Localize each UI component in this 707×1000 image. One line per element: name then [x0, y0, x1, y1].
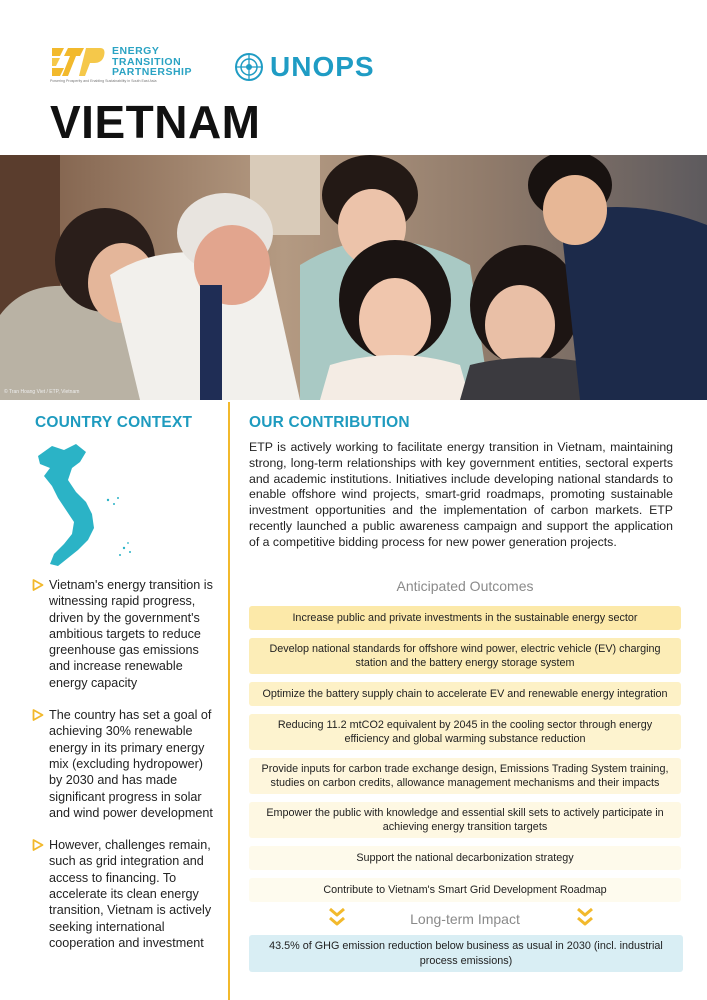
workshop-photo-image [0, 155, 707, 400]
etp-tagline: Powering Prosperity and Enabling Sustainability in South East Asia [50, 79, 157, 83]
outcome-item: Provide inputs for carbon trade exchange design, Emissions Trading System training, studies on carbon credits, allowance management mechanisms and their impacts [249, 758, 681, 794]
chevron-down-icon [576, 907, 594, 929]
list-item [32, 837, 217, 951]
bullet-text: Vietnam's energy transition is witnessing rapid progress, driven by the government's ambitious targets to reduce greenhouse gas emissions and increase renewable energy capacity [49, 578, 213, 690]
vietnam-map-icon [28, 440, 148, 575]
triangle-bullet-icon [32, 579, 44, 591]
outcome-item: Empower the public with knowledge and essential skill sets to actively participate in achieving energy transition targets [249, 802, 681, 838]
triangle-bullet-icon [32, 839, 44, 851]
country-context-list [32, 577, 217, 967]
etp-wordmark [112, 46, 192, 78]
unops-wordmark: UNOPS [270, 51, 375, 82]
long-term-impact-box: 43.5% of GHG emission reduction below business as usual in 2030 (incl. industrial process emissions) [249, 935, 683, 972]
outcome-item: Develop national standards for offshore wind power, electric vehicle (EV) charging station and the battery energy storage system [249, 638, 681, 674]
outcome-item: Reducing 11.2 mtCO2 equivalent by 2045 in the cooling sector through energy efficiency and global warming substance reduction [249, 714, 681, 750]
triangle-bullet-icon [32, 709, 44, 721]
list-item [32, 707, 217, 821]
list-item [32, 577, 217, 691]
etp-word-3: PARTNERSHIP [112, 66, 192, 79]
page-title: VIETNAM [50, 96, 261, 148]
etp-word-2: TRANSITION [112, 55, 182, 68]
outcome-item: Increase public and private investments in the sustainable energy sector [249, 606, 681, 630]
etp-word-1: ENERGY [112, 45, 160, 58]
our-contribution-heading: OUR CONTRIBUTION [249, 414, 410, 431]
contribution-intro: ETP is actively working to facilitate energy transition in Vietnam, maintaining strong, long-term relationships with key government entities, sectoral experts and academic institutions. Initiatives include developing national standards to enable offshore wind projects, smart-grid roadmaps, promoting sustainable investment opportunities and the implementation of carbon markets. ETP recently launched a public awareness campaign and support the application of a competitive bidding process for new power generation projects. [249, 440, 673, 549]
outcome-item: Contribute to Vietnam's Smart Grid Development Roadmap [249, 878, 681, 902]
etp-logo-icon [50, 44, 106, 80]
outcome-item: Optimize the battery supply chain to accelerate EV and renewable energy integration [249, 682, 681, 706]
photo-credit: © Tran Hoang Viet / ETP, Vietnam [4, 389, 80, 395]
anticipated-outcomes-heading: Anticipated Outcomes [396, 578, 534, 594]
unops-logo [234, 52, 375, 82]
country-context-heading: COUNTRY CONTEXT [35, 414, 193, 431]
outcome-item: Support the national decarbonization strategy [249, 846, 681, 870]
bullet-text: The country has set a goal of achieving 30% renewable energy in its primary energy mix (excluding hydropower) by 2030 and has made significant progress in solar and wind power development [49, 708, 213, 820]
long-term-impact-heading: Long-term Impact [410, 911, 520, 927]
hero-photo [0, 155, 707, 400]
etp-logo [50, 40, 192, 84]
column-divider [228, 402, 230, 1000]
bullet-text: However, challenges remain, such as grid integration and access to financing. To accelerate its clean energy transition, Vietnam is actively seeking international cooperation and investment [49, 838, 212, 950]
un-emblem-icon [234, 52, 264, 82]
